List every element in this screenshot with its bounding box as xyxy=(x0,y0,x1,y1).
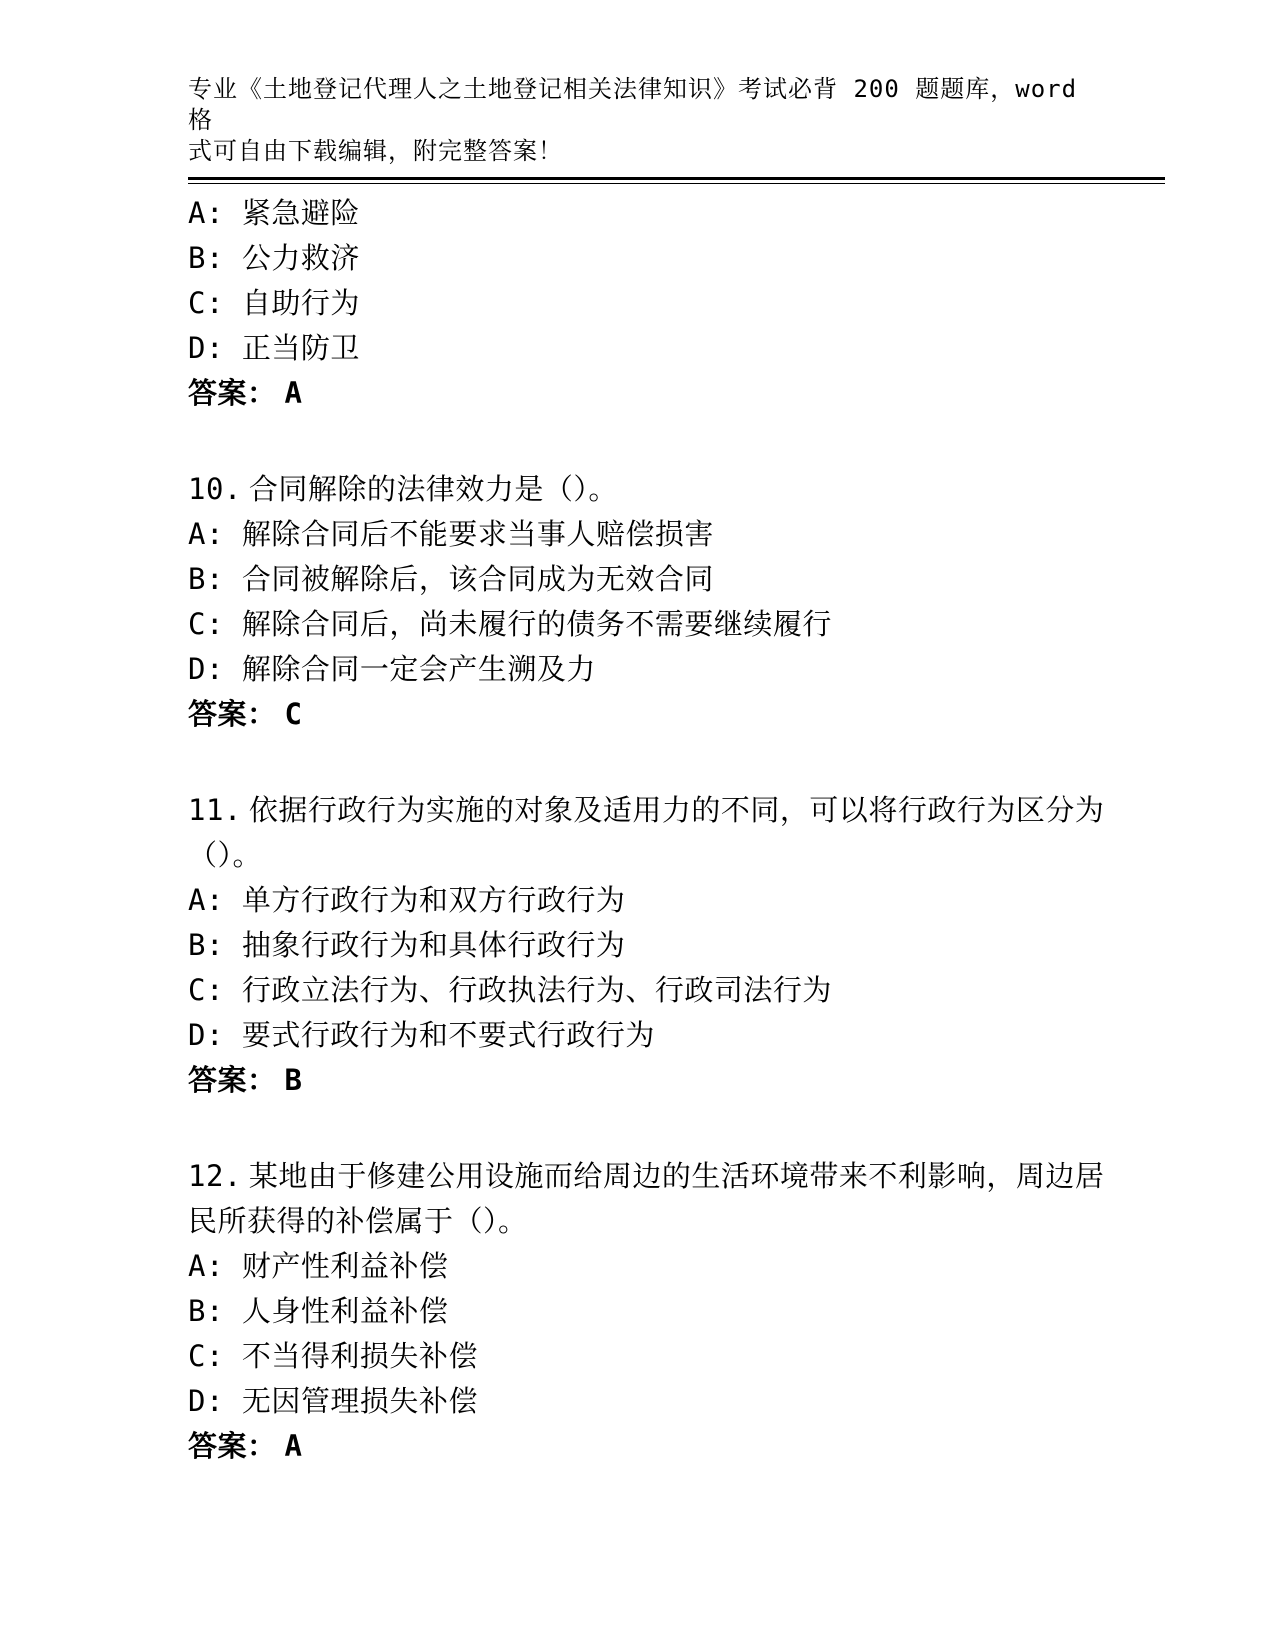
question-text-line xyxy=(188,467,1093,512)
answer-value: C xyxy=(284,697,303,731)
option-text: 财产性利益补偿 xyxy=(241,1249,449,1283)
option-label: C: xyxy=(188,1339,224,1373)
option-list xyxy=(188,191,1093,371)
option-text: 解除合同一定会产生溯及力 xyxy=(241,652,596,686)
question-text-line xyxy=(188,1199,1093,1244)
question-text xyxy=(188,788,1105,878)
option-row xyxy=(188,968,1093,1013)
answer-row xyxy=(188,1058,1093,1103)
answer-label: 答案： xyxy=(188,1429,277,1463)
option-label: A: xyxy=(188,1249,224,1283)
option-row xyxy=(188,1013,1093,1058)
answer-label: 答案： xyxy=(188,1063,277,1097)
answer-label: 答案： xyxy=(188,697,277,731)
answer-row xyxy=(188,1424,1093,1469)
question-text-content: 依据行政行为实施的对象及适用力的不同，可以将行政行为区分为 xyxy=(248,793,1105,827)
option-text: 不当得利损失补偿 xyxy=(241,1339,478,1373)
option-row xyxy=(188,1289,1093,1334)
option-text: 无因管理损失补偿 xyxy=(241,1384,478,1418)
option-text: 要式行政行为和不要式行政行为 xyxy=(241,1018,655,1052)
answer-value: A xyxy=(284,376,303,410)
answer-value: A xyxy=(284,1429,303,1463)
option-row xyxy=(188,191,1093,236)
option-row xyxy=(188,878,1093,923)
answer-value: B xyxy=(284,1063,303,1097)
question-block xyxy=(188,788,1105,1103)
option-row xyxy=(188,1334,1093,1379)
option-row xyxy=(188,326,1093,371)
option-text: 正当防卫 xyxy=(241,331,360,365)
option-list xyxy=(188,1244,1093,1424)
question-text-content: 民所获得的补偿属于（）。 xyxy=(188,1204,528,1238)
option-text: 解除合同后，尚未履行的债务不需要继续履行 xyxy=(241,607,832,641)
option-label: B: xyxy=(188,928,224,962)
option-label: A: xyxy=(188,883,224,917)
question-text-line xyxy=(188,1154,1105,1199)
answer-label: 答案： xyxy=(188,376,277,410)
option-row xyxy=(188,602,1093,647)
option-row xyxy=(188,647,1093,692)
option-text: 行政立法行为、行政执法行为、行政司法行为 xyxy=(241,973,832,1007)
question-text xyxy=(188,1154,1105,1244)
question-list xyxy=(188,191,1105,1520)
header-line-1: 专业《土地登记代理人之土地登记相关法律知识》考试必背 200 题题库，word 格 xyxy=(188,75,1078,134)
option-row xyxy=(188,236,1093,281)
answer-row xyxy=(188,371,1093,416)
option-label: D: xyxy=(188,1384,224,1418)
document-header xyxy=(188,74,1098,167)
option-label: A: xyxy=(188,196,224,230)
option-text: 单方行政行为和双方行政行为 xyxy=(241,883,626,917)
header-line-2: 式可自由下载编辑，附完整答案！ xyxy=(188,137,563,165)
option-label: D: xyxy=(188,1018,224,1052)
option-row xyxy=(188,557,1093,602)
option-list xyxy=(188,878,1093,1058)
answer-row xyxy=(188,692,1093,737)
option-text: 合同被解除后，该合同成为无效合同 xyxy=(241,562,714,596)
question-text xyxy=(188,467,1093,512)
option-text: 解除合同后不能要求当事人赔偿损害 xyxy=(241,517,714,551)
question-block xyxy=(188,467,1093,737)
question-block xyxy=(188,191,1093,416)
option-row xyxy=(188,1379,1093,1424)
question-number: 11. xyxy=(188,793,242,827)
question-block xyxy=(188,1154,1105,1469)
question-number: 10. xyxy=(188,472,242,506)
option-row xyxy=(188,512,1093,557)
question-text-content: （）。 xyxy=(188,838,263,872)
question-number: 12. xyxy=(188,1159,242,1193)
option-text: 紧急避险 xyxy=(241,196,360,230)
option-text: 自助行为 xyxy=(241,286,360,320)
header-separator-rule xyxy=(188,177,1165,184)
option-row xyxy=(188,923,1093,968)
question-text-content: 某地由于修建公用设施而给周边的生活环境带来不利影响，周边居 xyxy=(248,1159,1105,1193)
option-label: C: xyxy=(188,286,224,320)
option-label: B: xyxy=(188,562,224,596)
option-label: C: xyxy=(188,607,224,641)
question-text-line xyxy=(188,833,1093,878)
option-row xyxy=(188,281,1093,326)
option-label: C: xyxy=(188,973,224,1007)
option-label: A: xyxy=(188,517,224,551)
option-label: B: xyxy=(188,241,224,275)
option-label: D: xyxy=(188,331,224,365)
option-label: B: xyxy=(188,1294,224,1328)
option-text: 抽象行政行为和具体行政行为 xyxy=(241,928,626,962)
option-text: 公力救济 xyxy=(241,241,360,275)
option-label: D: xyxy=(188,652,224,686)
option-list xyxy=(188,512,1093,692)
option-text: 人身性利益补偿 xyxy=(241,1294,449,1328)
question-text-content: 合同解除的法律效力是（）。 xyxy=(248,472,618,506)
option-row xyxy=(188,1244,1093,1289)
question-text-line xyxy=(188,788,1105,833)
